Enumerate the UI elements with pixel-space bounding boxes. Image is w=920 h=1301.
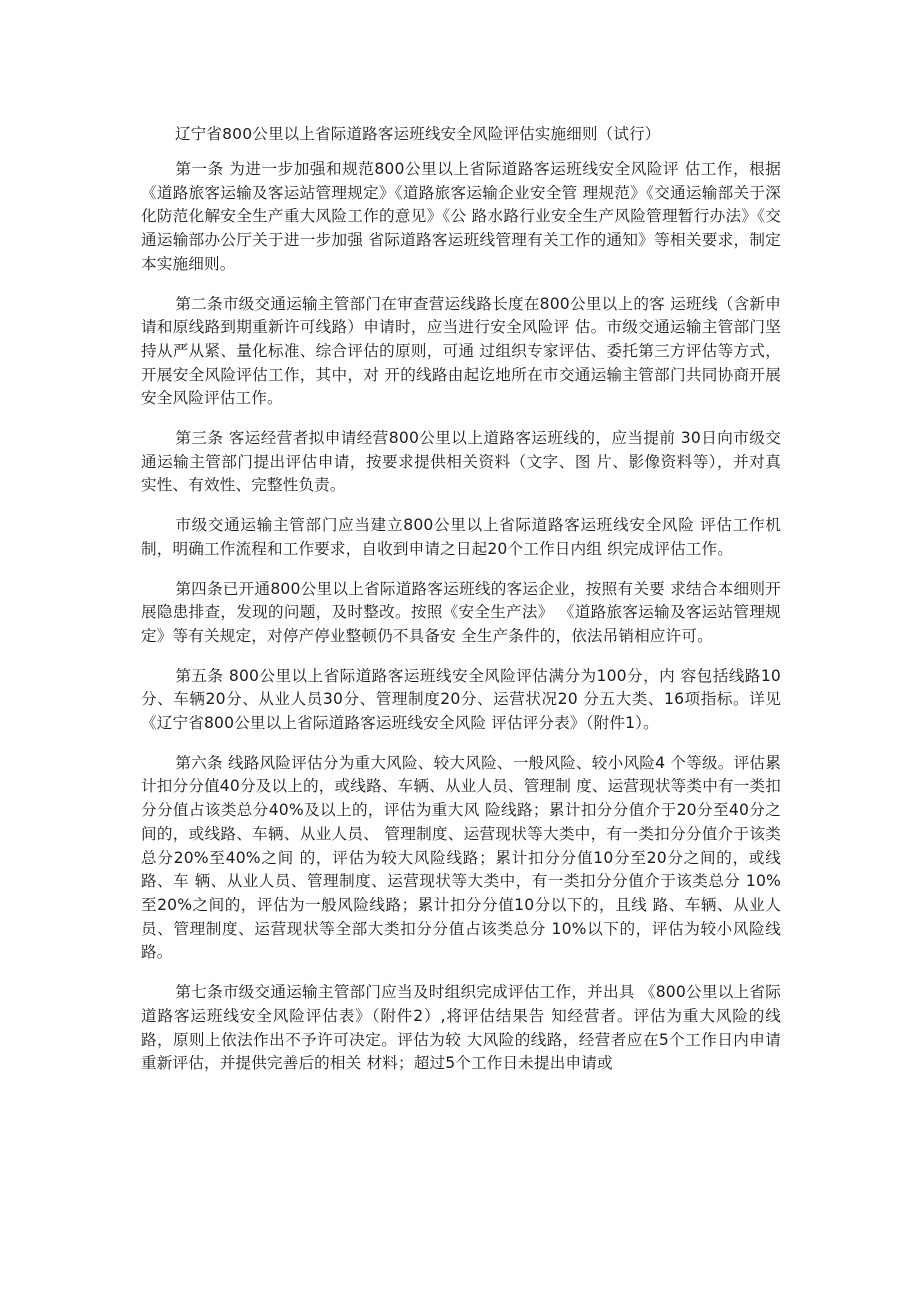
article-6-paragraph: 第六条 线路风险评估分为重大风险、较大风险、一般风险、较小风险4 个等级。评估累计扣分分值40分及以上的，或线路、车辆、从业人员、管理制 度、运营现状等类中有一类扣分分值占该类总分40%及以上的，评估为重大风 险线路；累计扣分分值介于20分至40分之间的，或线路、车辆、从业人员、 管理制度、运营现状等大类中，有一类扣分分值介于该类总分20%至40%之间 的，评估为较大风险线路；累计扣分分值10分至20分之间的，或线路、车 辆、从业人员、管理制度、运营现状等大类中，有一类扣分分值介于该类总分 10%至20%之间的，评估为一般风险线路；累计扣分分值10分以下的，且线 路、车辆、从业人员、管理制度、运营现状等全部大类扣分分值占该类总分 10%以下的，评估为较小风险线路。 — [141, 753, 781, 962]
article-7-paragraph: 第七条市级交通运输主管部门应当及时组织完成评估工作，并出具 《800公里以上省际道路客运班线安全风险评估表》（附件2）,将评估结果告 知经营者。评估为重大风险的线路，原则上依法作出不予许可决定。评估为较 大风险的线路，经营者应在5个工作日内申请重新评估，并提供完善后的相关 材料；超过5个工作日未提出申请或 — [141, 983, 781, 1073]
article-3-paragraph: 第三条 客运经营者拟申请经营800公里以上道路客运班线的，应当提前 30日向市级交通运输主管部门提出评估申请，按要求提供相关资料（文字、图 片、影像资料等），并对真实性、有效性、完整性负责。 — [141, 429, 781, 495]
article-5-paragraph: 第五条 800公里以上省际道路客运班线安全风险评估满分为100分，内 容包括线路10分、车辆20分、从业人员30分、管理制度20分、运营状况20 分五大类、16项指标。详见《辽宁省800公里以上省际道路客运班线安全风险 评估评分表》（附件1）。 — [141, 666, 781, 733]
article-4-paragraph: 第四条已开通800公里以上省际道路客运班线的客运企业，按照有关要 求结合本细则开展隐患排查，发现的问题，及时整改。按照《安全生产法》 《道路旅客运输及客运站管理规定》等有关规定，对停产停业整顿仍不具备安 全生产条件的，依法吊销相应许可。 — [141, 579, 781, 645]
document-title: 辽宁省800公里以上省际道路客运班线安全风险评估实施细则（试行） — [175, 125, 661, 143]
article-3-supplement-paragraph: 市级交通运输主管部门应当建立800公里以上省际道路客运班线安全风险 评估工作机制，明确工作流程和工作要求，自收到申请之日起20个工作日内组 织完成评估工作。 — [141, 516, 781, 558]
article-2-paragraph: 第二条市级交通运输主管部门在审查营运线路长度在800公里以上的客 运班线（含新申请和原线路到期重新许可线路）申请时，应当进行安全风险评 估。市级交通运输主管部门坚持从严从紧、量化标准、综合评估的原则，可通 过组织专家评估、委托第三方评估等方式，开展安全风险评估工作，其中，对 开的线路由起讫地所在市交通运输主管部门共同协商开展安全风险评估工作。 — [141, 294, 781, 408]
article-1-paragraph: 第一条 为进一步加强和规范800公里以上省际道路客运班线安全风险评 估工作，根据《道路旅客运输及客运站管理规定》《道路旅客运输企业安全管 理规范》《交通运输部关于深化防范化解安全生产重大风险工作的意见》《公 路水路行业安全生产风险管理暂行办法》《交通运输部办公厅关于进一步加强 省际道路客运班线管理有关工作的通知》等相关要求，制定本实施细则。 — [141, 160, 781, 273]
document-body — [141, 158, 781, 1092]
